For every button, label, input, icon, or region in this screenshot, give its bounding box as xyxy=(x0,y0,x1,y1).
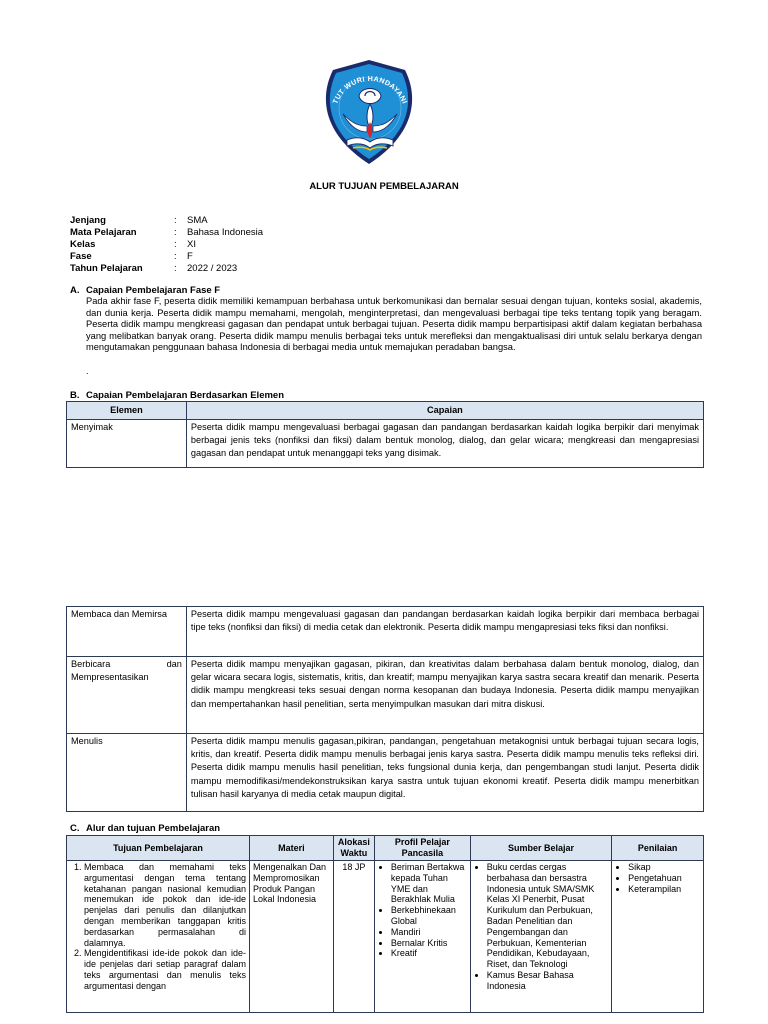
meta-key: Jenjang xyxy=(70,215,106,226)
meta-key: Tahun Pelajaran xyxy=(70,263,143,274)
materi-cell: Mengenalkan Dan Mempromosikan Produk Pangan Lokal Indonesia xyxy=(249,861,333,1013)
meta-colon: : xyxy=(174,251,177,262)
table-row xyxy=(67,734,704,812)
list-item: • Berkebhinekaan Global xyxy=(391,905,467,927)
meta-value: SMA xyxy=(187,215,208,226)
alur-tujuan-table xyxy=(66,835,704,1013)
meta-value: 2022 / 2023 xyxy=(187,263,238,274)
section-number: A. xyxy=(70,285,80,296)
meta-key: Kelas xyxy=(70,239,96,250)
sumber-list xyxy=(474,862,608,992)
section-a-body: Pada akhir fase F, peserta didik memiliki kemampuan berbahasa untuk berkomunikasi dan bernalar sesuai dengan tujuan, konteks sosial, akademis, dan dunia kerja. Peserta didik mampu memahami, mengolah, menginterpretasi, dan mengevaluasi berbagai tipe teks tentang topik yang beragam. Peserta didik mampu mengkreasi gagasan dan pendapat untuk berbagai tujuan. Peserta didik mampu berpartisipasi aktif dalam kegiatan berbahasa yang melibatkan banyak orang. Peserta didik mampu menulis berbagai teks untuk merefleksi dan mengaktualisasi diri untuk selalu berkarya dengan mengutamakan penggunaan bahasa Indonesia di berbagai media untuk memajukan peradaban bangsa. xyxy=(86,296,702,352)
tut-wuri-handayani-logo xyxy=(313,56,425,168)
elemen-cell: Menyimak xyxy=(67,420,187,468)
column-header-profil: Profil Pelajar Pancasila xyxy=(374,836,470,861)
table-row xyxy=(67,657,704,734)
meta-key: Fase xyxy=(70,251,92,262)
list-item: • Pengetahuan xyxy=(628,873,700,884)
elemen-table xyxy=(66,401,704,468)
section-title: Capaian Pembelajaran Berdasarkan Elemen xyxy=(86,390,285,401)
list-item: • Kamus Besar Bahasa Indonesia xyxy=(487,970,608,992)
list-item: 2. Mengidentifikasi ide-ide pokok dan ide-ide penjelas dari setiap paragraf dalam teks argumentasi dan menulis teks argumentasi dengan xyxy=(84,948,246,991)
elemen-cell: Menulis xyxy=(67,734,187,812)
profil-list xyxy=(378,862,467,959)
alokasi-cell: 18 JP xyxy=(333,861,374,1013)
meta-value: F xyxy=(187,251,193,262)
elemen-cell: Membaca dan Memirsa xyxy=(67,607,187,657)
meta-value: Bahasa Indonesia xyxy=(187,227,264,238)
meta-value: XI xyxy=(187,239,196,250)
column-header-capaian: Capaian xyxy=(186,402,703,420)
list-item: • Buku cerdas cergas berbahasa dan bersastra Indonesia untuk SMA/SMK Kelas XI Penerbit, Pusat Kurikulum dan Perbukuan, Badan Penelitian dan Pengembangan dan Perbukuan, Kementerian Pendidikan, Kebudayaan, Riset, dan Teknologi xyxy=(487,862,608,970)
column-header-materi: Materi xyxy=(249,836,333,861)
table-row xyxy=(67,861,704,1013)
tujuan-cell xyxy=(67,861,250,1013)
capaian-cell: Peserta didik mampu menulis gagasan,pikiran, pandangan, pengetahuan metakognisi untuk berbagai tujuan secara logis, kritis, dan kreatif. Peserta didik mampu menulis berbagai jenis karya sastra. Peserta didik mampu menulis teks refleksi diri. Peserta didik mampu menulis hasil penelitian, teks fungsional dunia kerja, dan pengembangan studi lanjut. Peserta didik mampu memodifikasi/mendekonstruksikan karya sastra untuk tujuan ekonomi kreatif. Peserta didik mampu menerbitkan tulisan hasil karyanya di media cetak maupun digital. xyxy=(186,734,703,812)
table-row xyxy=(67,420,704,468)
capaian-cell: Peserta didik mampu menyajikan gagasan, pikiran, dan kreativitas dalam berbahasa dalam bentuk monolog, dialog, dan gelar wicara secara logis, sistematis, kritis, dan kreatif; mampu menyajikan karya sastra secara kreatif dan menarik. Peserta didik mampu mengkreasi teks sesuai dengan norma kesopanan dan budaya Indonesia. Peserta didik mampu menyajikan dan mempertahankan hasil penelitian, serta menyimpulkan masukan dari mitra diskusi. xyxy=(186,657,703,734)
capaian-cell: Peserta didik mampu mengevaluasi berbagai gagasan dan pandangan berdasarkan kaidah logika berpikir dari menyimak berbagai jenis teks (nonfiksi dan fiksi) dalam bentuk monolog, dialog, dan gelar wicara; mengkreasi dan mengapresiasi gagasan dan pendapat untuk menanggapi teks yang disimak. xyxy=(186,420,703,468)
list-item: • Mandiri xyxy=(391,927,467,938)
column-header-penilaian: Penilaian xyxy=(612,836,704,861)
meta-colon: : xyxy=(174,227,177,238)
meta-colon: : xyxy=(174,239,177,250)
penilaian-cell xyxy=(612,861,704,1013)
capaian-cell: Peserta didik mampu mengevaluasi gagasan dan pandangan berdasarkan kaidah logika berpikir dari membaca berbagai tipe teks (nonfiksi dan fiksi) di media cetak dan elektronik. Peserta didik mampu mengapresiasi teks fiksi dan nonfiksi. xyxy=(186,607,703,657)
elemen-table-continued xyxy=(66,606,704,812)
tujuan-list xyxy=(70,862,246,992)
list-item: • Bernalar Kritis xyxy=(391,938,467,949)
list-item: • Kreatif xyxy=(391,948,467,959)
table-row xyxy=(67,607,704,657)
meta-colon: : xyxy=(174,215,177,226)
column-header-elemen: Elemen xyxy=(67,402,187,420)
section-b-heading xyxy=(70,390,284,401)
svg-text:TUT WURI HANDAYANI: TUT WURI HANDAYANI xyxy=(330,73,410,106)
elemen-cell: Berbicara dan Mempresentasikan xyxy=(67,657,187,734)
section-number: C. xyxy=(70,823,80,834)
list-item: • Beriman Bertakwa kepada Tuhan YME dan Berakhlak Mulia xyxy=(391,862,467,905)
section-title: Alur dan tujuan Pembelajaran xyxy=(86,823,221,834)
list-item: 1. Membaca dan memahami teks argumentasi dengan tema tentang ketahanan pangan nasional kemudian menemukan ide pokok dan ide-ide penjelas dari penulis dan dilanjutkan dengan memberikan tanggapan kritis berdasarkan permasalahan di dalamnya. xyxy=(84,862,246,948)
section-a-heading xyxy=(70,285,220,296)
list-item: • Sikap xyxy=(628,862,700,873)
column-header-alokasi: Alokasi Waktu xyxy=(333,836,374,861)
section-title: Capaian Pembelajaran Fase F xyxy=(86,285,221,296)
penilaian-list xyxy=(615,862,700,894)
column-header-sumber: Sumber Belajar xyxy=(470,836,611,861)
profil-cell xyxy=(374,861,470,1013)
section-c-heading xyxy=(70,823,220,834)
column-header-tujuan: Tujuan Pembelajaran xyxy=(67,836,250,861)
section-number: B. xyxy=(70,390,80,401)
section-a-dot: . xyxy=(86,366,89,376)
meta-colon: : xyxy=(174,263,177,274)
meta-key: Mata Pelajaran xyxy=(70,227,137,238)
sumber-cell xyxy=(470,861,611,1013)
list-item: • Keterampilan xyxy=(628,884,700,895)
document-title: ALUR TUJUAN PEMBELAJARAN xyxy=(309,181,459,192)
